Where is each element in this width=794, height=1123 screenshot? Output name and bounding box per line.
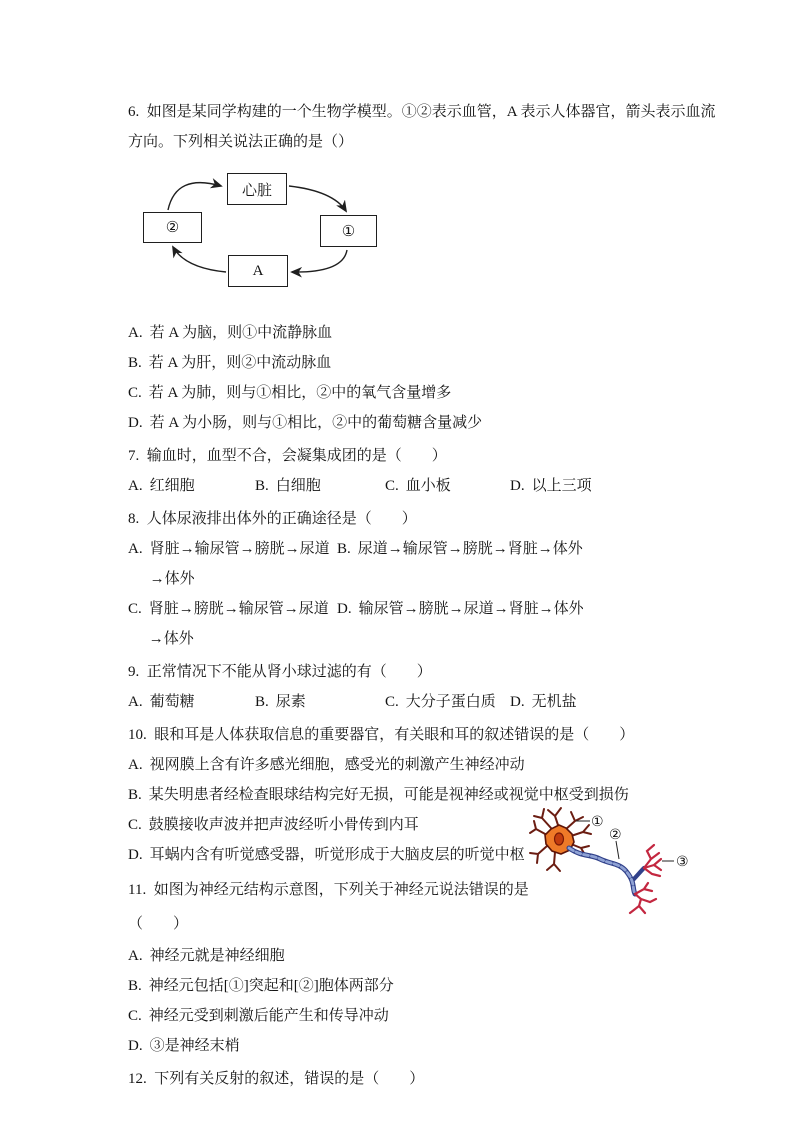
- question-8-stem: 8. 人体尿液排出体外的正确途径是（ ）: [128, 511, 417, 527]
- question-7-stem: 7. 输血时，血型不合，会凝集成团的是（ ）: [128, 448, 447, 464]
- question-12: [128, 1064, 724, 1094]
- q8-options-row-1: [128, 534, 724, 594]
- question-9: [128, 657, 724, 717]
- option-text: 白细胞: [275, 478, 321, 494]
- option-label: A.: [128, 948, 143, 964]
- q7-option-a: [128, 471, 255, 501]
- neuron-axon: [569, 848, 644, 894]
- option-text: 以上三项: [531, 478, 592, 494]
- question-6-stem-line-2: 方向。下列相关说法正确的是（）: [128, 134, 354, 150]
- q11-option-c: [128, 1001, 724, 1031]
- q6-option-d: [128, 408, 724, 438]
- option-label: B.: [128, 787, 142, 803]
- question-8: [128, 504, 724, 654]
- option-text: 输尿管→膀胱→尿道→肾脏→体外: [358, 601, 584, 617]
- q7-option-b: [255, 471, 385, 501]
- option-label: A.: [128, 541, 143, 557]
- question-10-stem: 10. 眼和耳是人体获取信息的重要器官，有关眼和耳的叙述错误的是（ ）: [128, 727, 635, 743]
- diagram-box-vessel-2: ②: [143, 212, 202, 243]
- option-label: A.: [128, 757, 143, 773]
- option-label: D.: [128, 415, 143, 431]
- option-text: 肾脏→膀胱→输尿管→尿道→体外: [148, 601, 329, 647]
- option-text: 鼓膜接收声波并把声波经听小骨传到内耳: [148, 817, 419, 833]
- option-text: ③是神经末梢: [149, 1038, 240, 1054]
- q9-option-a: [128, 687, 255, 717]
- question-12-stem: 12. 下列有关反射的叙述，错误的是（ ）: [128, 1071, 425, 1087]
- diagram-box-organ-a: A: [228, 255, 288, 287]
- question-9-stem: 9. 正常情况下不能从肾小球过滤的有（ ）: [128, 664, 432, 680]
- option-label: D.: [510, 694, 525, 710]
- flow-arrow-2-to-heart: [168, 183, 221, 210]
- option-label: B.: [255, 478, 269, 494]
- q10-option-a: [128, 750, 724, 780]
- circulation-flow-diagram: [128, 157, 408, 318]
- exam-content: [128, 97, 724, 1094]
- flow-arrow-heart-to-1: [289, 186, 346, 211]
- option-text: 神经元包括[①]突起和[②]胞体两部分: [148, 978, 394, 994]
- q11-option-d: [128, 1031, 724, 1061]
- option-label: B.: [337, 541, 351, 557]
- question-11-stem-line-1: 11. 如图为神经元结构示意图，下列关于神经元说法错误的是: [128, 882, 529, 898]
- q9-option-d: [510, 687, 577, 717]
- q9-option-c: [385, 687, 510, 717]
- q8-option-a: [128, 534, 337, 594]
- option-text: 若 A 为肝，则②中流动脉血: [148, 355, 332, 371]
- option-text: 无机盐: [531, 694, 577, 710]
- question-11-stem-line-2: （ ）: [128, 916, 189, 932]
- diagram-box-heart: 心脏: [227, 173, 287, 205]
- neuron-label-2: ②: [609, 827, 622, 843]
- option-text: 神经元就是神经细胞: [149, 948, 285, 964]
- option-text: 大分子蛋白质: [405, 694, 496, 710]
- option-label: A.: [128, 325, 143, 341]
- option-label: A.: [128, 478, 143, 494]
- neuron-label-1: ①: [591, 814, 604, 830]
- option-text: 耳蜗内含有听觉感受器，听觉形成于大脑皮层的听觉中枢: [149, 847, 525, 863]
- option-label: A.: [128, 694, 143, 710]
- option-label: B.: [128, 978, 142, 994]
- q8-option-c: [128, 594, 337, 654]
- option-text: 尿素: [275, 694, 306, 710]
- option-label: C.: [128, 817, 142, 833]
- option-text: 葡萄糖: [149, 694, 195, 710]
- option-text: 尿道→输尿管→膀胱→肾脏→体外: [357, 541, 583, 557]
- question-6: [128, 97, 724, 438]
- q6-option-a: [128, 318, 724, 348]
- option-text: 若 A 为脑，则①中流静脉血: [149, 325, 333, 341]
- option-label: B.: [255, 694, 269, 710]
- option-label: C.: [385, 478, 399, 494]
- q6-option-b: [128, 348, 724, 378]
- option-label: D.: [128, 1038, 143, 1054]
- option-label: C.: [128, 601, 142, 617]
- flow-arrow-1-to-a: [292, 250, 347, 272]
- question-7: [128, 441, 724, 501]
- question-6-stem-line-1: 6. 如图是某同学构建的一个生物学模型。①②表示血管，A 表示人体器官，箭头表示血流: [128, 104, 716, 120]
- q7-option-c: [385, 471, 510, 501]
- q11-option-b: [128, 971, 724, 1001]
- q7-option-d: [510, 471, 592, 501]
- option-text: 若 A 为肺，则与①相比，②中的氧气含量增多: [148, 385, 452, 401]
- option-label: D.: [128, 847, 143, 863]
- q11-option-a: [128, 941, 724, 971]
- q8-options-row-2: [128, 594, 724, 654]
- q9-option-b: [255, 687, 385, 717]
- option-label: D.: [510, 478, 525, 494]
- option-label: C.: [385, 694, 399, 710]
- q9-options: [128, 687, 724, 717]
- option-text: 血小板: [405, 478, 451, 494]
- option-text: 神经元受到刺激后能产生和传导冲动: [148, 1008, 389, 1024]
- neuron-nucleus: [555, 833, 564, 845]
- option-text: 若 A 为小肠，则与①相比，②中的葡萄糖含量减少: [149, 415, 483, 431]
- flow-arrow-a-to-2: [173, 247, 226, 272]
- option-text: 某失明患者经检查眼球结构完好无损，可能是视神经或视觉中枢受到损伤: [148, 787, 629, 803]
- q7-options: [128, 471, 724, 501]
- neuron-label-3: ③: [676, 854, 689, 870]
- option-text: 红细胞: [149, 478, 195, 494]
- option-text: 肾脏→输尿管→膀胱→尿道→体外: [149, 541, 330, 587]
- option-label: B.: [128, 355, 142, 371]
- q6-option-c: [128, 378, 724, 408]
- option-label: D.: [337, 601, 352, 617]
- q8-option-d: [337, 594, 584, 654]
- q8-option-b: [337, 534, 583, 594]
- option-label: C.: [128, 385, 142, 401]
- neuron-illustration: [527, 804, 699, 926]
- diagram-box-vessel-1: ①: [320, 215, 377, 247]
- option-text: 视网膜上含有许多感光细胞，感受光的刺激产生神经冲动: [149, 757, 525, 773]
- option-label: C.: [128, 1008, 142, 1024]
